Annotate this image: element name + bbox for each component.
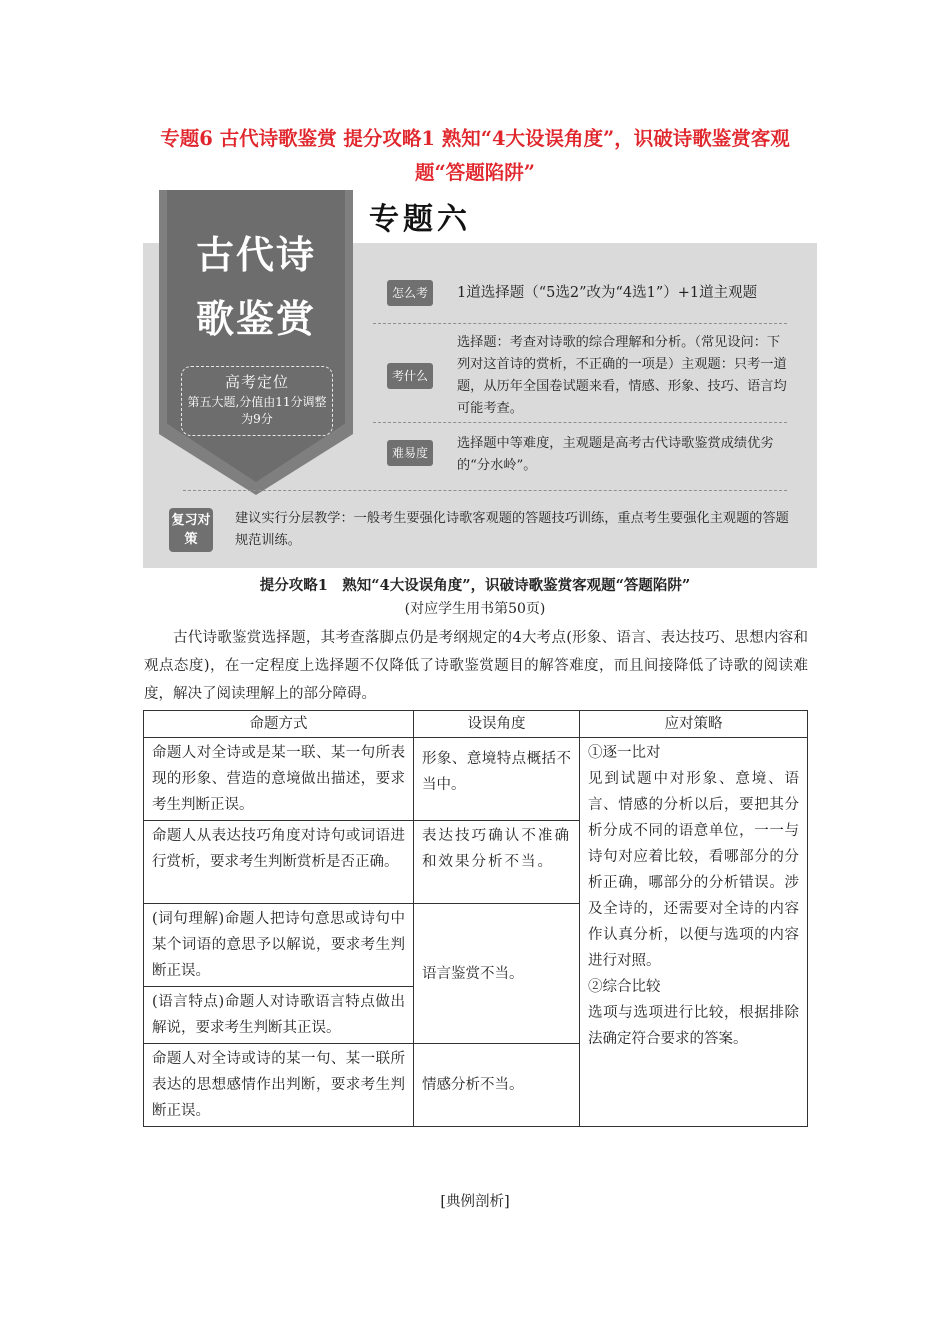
table-cell-method: 命题人对全诗或诗的某一句、某一联所表达的思想感情作出判断，要求考生判断正误。 [144, 1044, 414, 1127]
table-cell-method: (语言特点)命题人对诗歌语言特点做出解说，要求考生判断其正误。 [144, 987, 414, 1044]
strategy-heading-1: ①逐一比对 [588, 745, 661, 761]
document-title: 专题6 古代诗歌鉴赏 提分攻略1 熟知“4大设误角度”，识破诗歌鉴赏客观题“答题陷阱” [160, 127, 790, 184]
review-text: 建议实行分层教学：一般考生要强化诗歌客观题的答题技巧训练，重点考生要强化主观题的答题规范训练。 [235, 511, 789, 548]
table-header: 应对策略 [580, 711, 808, 738]
table-row [144, 738, 808, 821]
strategy-table [143, 710, 808, 1127]
table-cell-method: 命题人从表达技巧角度对诗句或词语进行赏析，要求考生判断赏析是否正确。 [144, 821, 414, 904]
topic-banner [143, 190, 817, 568]
divider [373, 422, 787, 423]
table-header: 设误角度 [414, 711, 580, 738]
topic-number: 专题六 [369, 202, 471, 237]
table-cell-angle: 情感分析不当。 [414, 1044, 580, 1127]
table-cell-angle: 形象、意境特点概括不当中。 [414, 738, 580, 821]
table-cell-method: (词句理解)命题人把诗句意思或诗句中某个词语的意思予以解说，要求考生判断正误。 [144, 904, 414, 987]
section-subtitle: (对应学生用书第50页) [404, 601, 546, 617]
section-title: 提分攻略1 熟知“4大设误角度”，识破诗歌鉴赏客观题“答题陷阱” [259, 577, 691, 594]
exam-position-text: 第五大题,分值由11分调整为9分 [187, 395, 327, 426]
exam-position-box [181, 366, 333, 436]
table-cell-method: 命题人对全诗或是某一联、某一句所表现的形象、营造的意境做出描述，要求考生判断正误。 [144, 738, 414, 821]
ribbon-title-line2: 歌鉴赏 [195, 297, 316, 341]
strategy-text-2: 选项与选项进行比较，根据排除法确定符合要求的答案。 [588, 1005, 799, 1047]
badge-difficulty: 难易度 [387, 440, 433, 466]
table-header-row [144, 711, 808, 738]
divider [183, 490, 787, 491]
table-cell-strategy [580, 738, 808, 1127]
table-cell-angle: 表达技巧确认不准确和效果分析不当。 [414, 821, 580, 904]
divider [373, 323, 787, 324]
table-cell-angle: 语言鉴赏不当。 [414, 904, 580, 1044]
row-difficulty-text: 选择题中等难度，主观题是高考古代诗歌鉴赏成绩优劣的“分水岭”。 [457, 436, 774, 473]
strategy-text-1: 见到试题中对形象、意境、语言、情感的分析以后，要把其分析分成不同的语意单位，一一与诗句对应着比较，看哪部分的分析正确，哪部分的分析错误。涉及全诗的，还需要对全诗的内容作认真分析，以便与选项的内容进行对照。 [588, 771, 799, 969]
row-what-text: 选择题：考查对诗歌的综合理解和分析。（常见设问：下列对这首诗的赏析，不正确的一项是）主观题：只考一道题，从历年全国卷试题来看，情感、形象、技巧、语言均可能考查。 [457, 335, 787, 416]
table-header: 命题方式 [144, 711, 414, 738]
exam-position-heading: 高考定位 [224, 373, 289, 391]
section-footer: [典例剖析] [440, 1194, 510, 1210]
row-how-text: 1道选择题（“5选2”改为“4选1”）+1道主观题 [457, 285, 758, 301]
ribbon-title-line1: 古代诗 [195, 233, 316, 277]
badge-what: 考什么 [387, 363, 433, 389]
review-badge: 复习对策 [169, 508, 213, 552]
badge-how: 怎么考 [387, 280, 433, 306]
strategy-heading-2: ②综合比较 [588, 979, 661, 995]
intro-paragraph: 古代诗歌鉴赏选择题，其考查落脚点仍是考纲规定的4大考点(形象、语言、表达技巧、思想内容和观点态度)，在一定程度上选择题不仅降低了诗歌鉴赏题目的解答难度，而且间接降低了诗歌的阅读难度，解决了阅读理解上的部分障碍。 [144, 630, 808, 702]
